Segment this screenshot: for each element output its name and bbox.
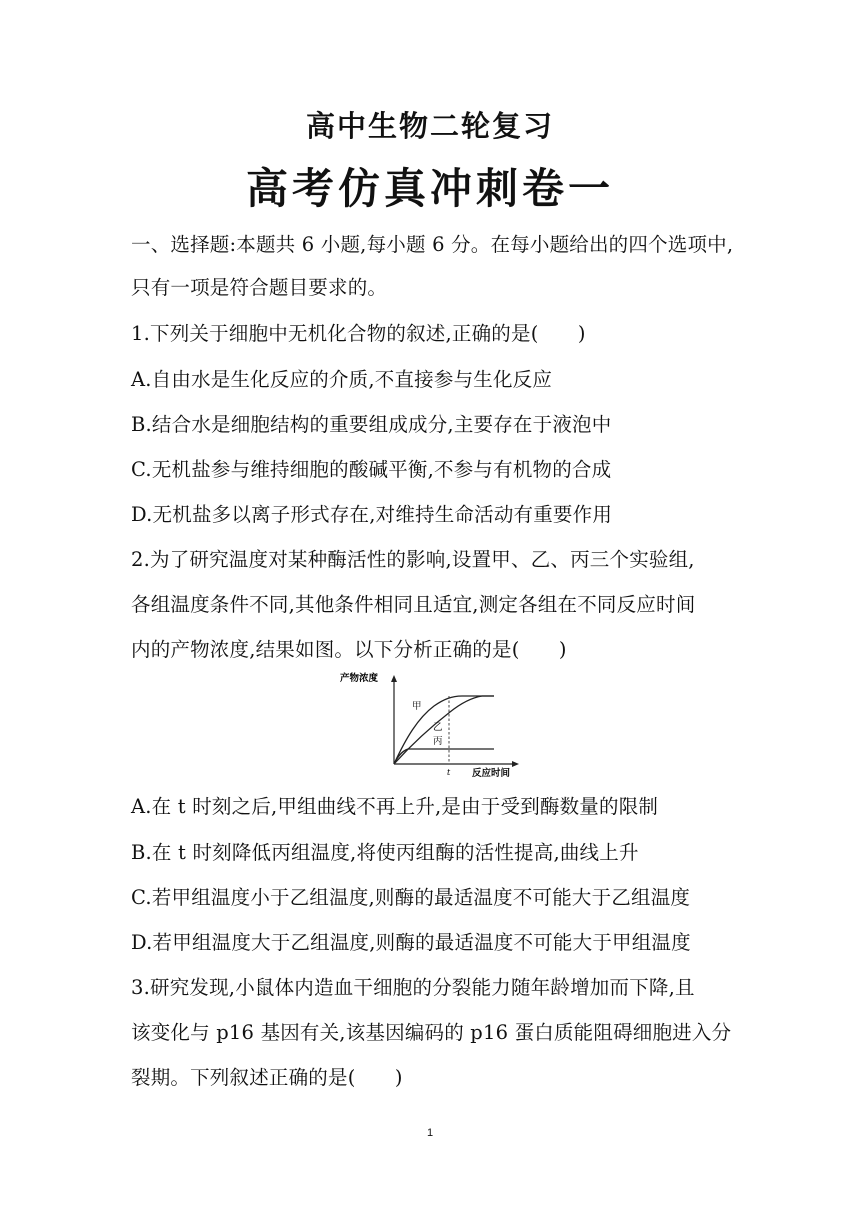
question-2-option-c: C.若甲组温度小于乙组温度,则酶的最适温度不可能大于乙组温度 [131, 886, 691, 909]
question-2-stem-line-2: 各组温度条件不同,其他条件相同且适宜,测定各组在不同反应时间 [131, 593, 696, 616]
question-1-option-a: A.自由水是生化反应的介质,不直接参与生化反应 [131, 368, 553, 391]
curve-label-jia: 甲 [412, 701, 422, 712]
curve-label-bing: 丙 [433, 736, 443, 747]
question-1-option-d: D.无机盐多以离子形式存在,对维持生命活动有重要作用 [131, 503, 613, 526]
x-axis-arrow-icon [512, 761, 519, 767]
question-2-stem-line-3: 内的产物浓度,结果如图。以下分析正确的是( ) [131, 638, 567, 661]
curve-bing [394, 749, 494, 764]
exam-title: 高考仿真冲刺卷一 [245, 164, 614, 213]
question-3-stem-line-2: 该变化与 p16 基因有关,该基因编码的 p16 蛋白质能阻碍细胞进入分 [131, 1021, 732, 1044]
question-3-stem-line-3: 裂期。下列叙述正确的是( ) [131, 1066, 403, 1089]
question-1-option-b: B.结合水是细胞结构的重要组成成分,主要存在于液泡中 [131, 413, 612, 436]
question-2-option-d: D.若甲组温度大于乙组温度,则酶的最适温度不可能大于甲组温度 [131, 931, 691, 954]
y-axis-arrow-icon [391, 675, 397, 682]
y-axis-label: 产物浓度 [340, 673, 379, 684]
question-3-stem-line-1: 3.研究发现,小鼠体内造血干细胞的分裂能力随年龄增加而下降,且 [131, 976, 695, 999]
question-2-stem-line-1: 2.为了研究温度对某种酶活性的影响,设置甲、乙、丙三个实验组, [131, 548, 695, 571]
curve-jia [394, 696, 494, 764]
question-2-option-a: A.在 t 时刻之后,甲组曲线不再上升,是由于受到酶数量的限制 [131, 795, 659, 818]
product-concentration-figure [338, 668, 528, 780]
curve-label-yi: 乙 [433, 722, 443, 733]
t-label: t [447, 768, 451, 777]
document-title: 高中生物二轮复习 [305, 109, 554, 143]
curve-yi [394, 696, 494, 764]
question-2-option-b: B.在 t 时刻降低丙组温度,将使丙组酶的活性提高,曲线上升 [131, 841, 639, 864]
section-intro-line-1: 一、选择题:本题共 6 小题,每小题 6 分。在每小题给出的四个选项中, [131, 233, 734, 256]
section-intro-line-2: 只有一项是符合题目要求的。 [131, 276, 388, 299]
page-number: 1 [426, 1127, 434, 1139]
question-1-stem: 1.下列关于细胞中无机化合物的叙述,正确的是( ) [131, 322, 586, 345]
question-1-option-c: C.无机盐参与维持细胞的酸碱平衡,不参与有机物的合成 [131, 458, 612, 481]
x-axis-label: 反应时间 [472, 768, 511, 779]
